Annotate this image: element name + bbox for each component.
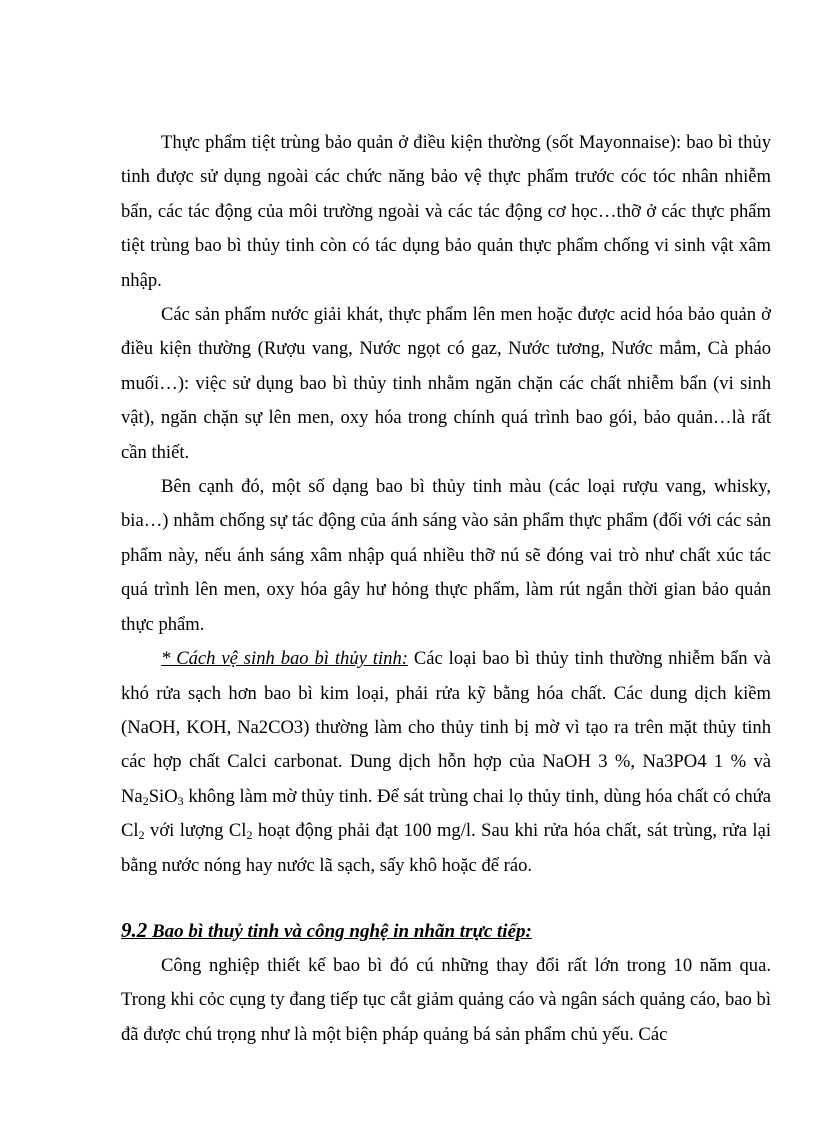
cleaning-note-label: * Cách vệ sinh bao bì thủy tinh: bbox=[161, 648, 408, 670]
paragraph-glass-cleaning bbox=[121, 642, 771, 883]
paragraph-beverages: Các sản phẩm nước giải khát, thực phẩm lên men hoặc được acid hóa bảo quản ở điều kiện thường (Rượu vang, Nước ngọt có gaz, Nước tương, Nước mắm, Cà pháo muối…): việc sử dụng bao bì thủy tinh nhằm ngăn chặn các chất nhiễm bẩn (vi sinh vật), ngăn chặn sự lên men, oxy hóa trong chính quá trình bao gói, bảo quản…là rất cần thiết. bbox=[121, 304, 771, 463]
text-run: SiO bbox=[148, 785, 178, 807]
section-heading bbox=[121, 913, 771, 949]
text-run: không làm mờ thủy tinh. Để sát trùng chai lọ thủy tinh, dùng hóa chất có chứa Cl bbox=[121, 785, 771, 842]
text-run: Các loại bao bì thủy tinh thường nhiễm bẩn và khó rửa sạch hơn bao bì kim loại, phải rửa kỹ bằng hóa chất. Các dung dịch kiềm (NaOH, KOH, Na2CO3) thường làm cho thủy tinh bị mờ vì tạo ra trên mặt thủy tinh các hợp chất Calci carbonat. Dung dịch hỗn hợp của NaOH 3 %, Na3PO4 1 % và Na bbox=[121, 648, 771, 807]
text-run: hoạt động phải đạt 100 mg/l. Sau khi rửa hóa chất, sát trùng, rửa lại bằng nước nóng hay nước lã sạch, sấy khô hoặc để ráo. bbox=[121, 820, 771, 876]
paragraph-colored-glass: Bên cạnh đó, một số dạng bao bì thủy tinh màu (các loại rượu vang, whisky, bia…) nhằm chống sự tác động của ánh sáng vào sản phẩm thực phẩm (đối với các sản phẩm này, nếu ánh sáng xâm nhập quá nhiều thỡ nú sẽ đóng vai trò như chất xúc tác quá trình lên men, oxy hóa gây hư hỏng thực phẩm, làm rút ngắn thời gian bảo quản thực phẩm. bbox=[121, 476, 771, 635]
section-title: Bao bì thuỷ tinh và công nghệ in nhãn trực tiếp: bbox=[147, 920, 532, 942]
subscript: 2 bbox=[138, 828, 145, 843]
subscript: 2 bbox=[246, 828, 253, 843]
subscript: 2 bbox=[142, 793, 149, 808]
paragraph-sterilized-food: Thực phẩm tiệt trùng bảo quản ở điều kiện thường (sốt Mayonnaise): bao bì thủy tinh được sử dụng ngoài các chức năng bảo vệ thực phẩm trước cóc tóc nhân nhiễm bẩn, các tác động của môi trường ngoài và các tác động cơ học…thỡ ở các thực phẩm tiệt trùng bao bì thủy tinh còn có tác dụng bảo quản thực phẩm chống vi sinh vật xâm nhập. bbox=[121, 132, 771, 291]
subscript: 3 bbox=[177, 793, 184, 808]
paragraph-packaging-design: Công nghiệp thiết kế bao bì đó cú những thay đổi rất lớn trong 10 năm qua. Trong khi cỏc cụng ty đang tiếp tục cắt giảm quảng cáo và ngân sách quảng cáo, bao bì đã được chú trọng như là một biện pháp quảng bá sản phẩm chủ yếu. Các bbox=[121, 954, 771, 1045]
section-number: 9.2 bbox=[121, 917, 148, 942]
text-run: với lượng Cl bbox=[144, 820, 247, 842]
document-page bbox=[121, 126, 771, 1052]
